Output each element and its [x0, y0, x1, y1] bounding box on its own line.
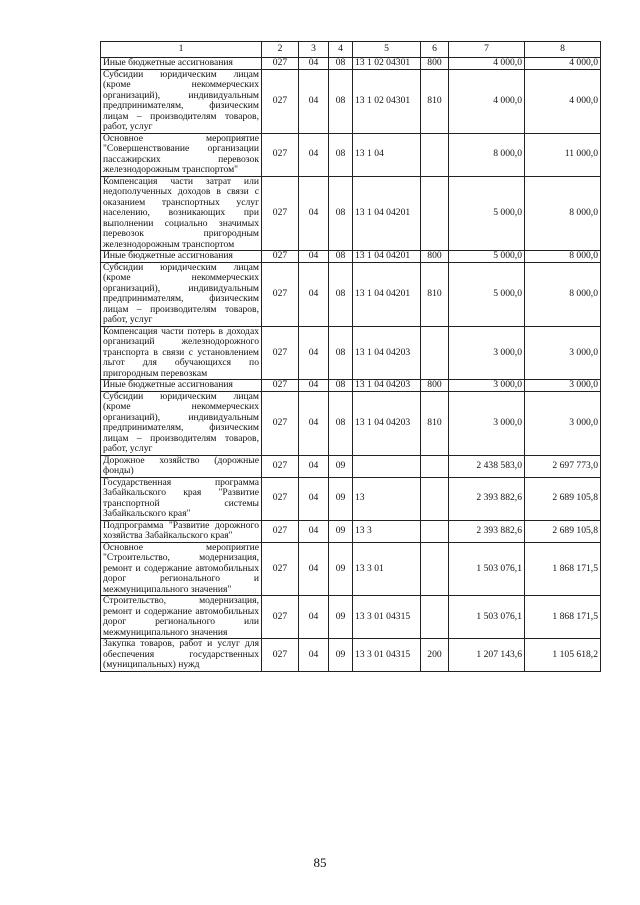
cell-amount-year1: 1 207 143,6 — [449, 639, 525, 672]
cell-target-article: 13 1 04 04203 — [353, 391, 421, 455]
cell-subsection: 09 — [329, 520, 353, 542]
cell-amount-year2: 3 000,0 — [525, 391, 601, 455]
cell-target-article: 13 1 04 04203 — [353, 326, 421, 380]
cell-name: Строительство, модернизация, ремонт и содержание автомобильных дорог регионального или межмуниципального значения — [101, 596, 262, 639]
cell-expense-type: 810 — [421, 391, 449, 455]
cell-subsection: 09 — [329, 477, 353, 520]
cell-target-article: 13 3 — [353, 520, 421, 542]
cell-target-article: 13 3 01 — [353, 542, 421, 596]
cell-name: Компенсация части потерь в доходах организаций железнодорожного транспорта в связи с установлением льгот для обучающихся по пригородным перевозкам — [101, 326, 262, 380]
column-header: 5 — [353, 42, 421, 58]
page-number: 85 — [313, 855, 327, 870]
cell-amount-year2: 1 868 171,5 — [525, 596, 601, 639]
cell-name: Субсидии юридическим лицам (кроме некоммерческих организаций), индивидуальным предпринимателям, физическим лицам – производителям товаров, работ, услуг — [101, 69, 262, 133]
cell-target-article: 13 1 04 04201 — [353, 251, 421, 263]
cell-name: Дорожное хозяйство (дорожные фонды) — [101, 455, 262, 477]
cell-amount-year2: 2 689 105,8 — [525, 520, 601, 542]
budget-table — [100, 41, 601, 672]
cell-target-article: 13 1 04 04203 — [353, 380, 421, 392]
table-body — [101, 58, 601, 672]
cell-name: Основное мероприятие "Строительство, модернизация, ремонт и содержание автомобильных дорог регионального и межмуниципального значения" — [101, 542, 262, 596]
cell-subsection: 08 — [329, 262, 353, 326]
cell-target-article: 13 1 02 04301 — [353, 69, 421, 133]
cell-subsection: 08 — [329, 391, 353, 455]
cell-section: 04 — [299, 455, 329, 477]
cell-amount-year2: 3 000,0 — [525, 326, 601, 380]
cell-amount-year1: 4 000,0 — [449, 69, 525, 133]
cell-amount-year1: 3 000,0 — [449, 380, 525, 392]
cell-target-article: 13 — [353, 477, 421, 520]
table-row — [101, 262, 601, 326]
cell-ministry: 027 — [262, 391, 299, 455]
cell-amount-year1: 2 438 583,0 — [449, 455, 525, 477]
cell-section: 04 — [299, 262, 329, 326]
cell-expense-type: 810 — [421, 262, 449, 326]
cell-ministry: 027 — [262, 69, 299, 133]
table-header-row — [101, 42, 601, 58]
table-row — [101, 58, 601, 70]
table-row — [101, 542, 601, 596]
cell-section: 04 — [299, 639, 329, 672]
cell-section: 04 — [299, 520, 329, 542]
cell-amount-year1: 8 000,0 — [449, 133, 525, 176]
cell-amount-year1: 4 000,0 — [449, 58, 525, 70]
cell-section: 04 — [299, 133, 329, 176]
cell-expense-type — [421, 477, 449, 520]
cell-section: 04 — [299, 477, 329, 520]
cell-target-article: 13 1 02 04301 — [353, 58, 421, 70]
cell-amount-year2: 1 105 618,2 — [525, 639, 601, 672]
cell-target-article: 13 3 01 04315 — [353, 596, 421, 639]
cell-amount-year1: 1 503 076,1 — [449, 596, 525, 639]
cell-amount-year2: 8 000,0 — [525, 262, 601, 326]
table-row — [101, 176, 601, 251]
cell-section: 04 — [299, 391, 329, 455]
cell-expense-type — [421, 596, 449, 639]
cell-subsection: 08 — [329, 326, 353, 380]
cell-section: 04 — [299, 58, 329, 70]
cell-amount-year2: 11 000,0 — [525, 133, 601, 176]
cell-subsection: 08 — [329, 133, 353, 176]
cell-ministry: 027 — [262, 596, 299, 639]
cell-name: Субсидии юридическим лицам (кроме некоммерческих организаций), индивидуальным предпринимателям, физическим лицам – производителям товаров, работ, услуг — [101, 391, 262, 455]
table-row — [101, 455, 601, 477]
cell-expense-type: 800 — [421, 58, 449, 70]
cell-name: Субсидии юридическим лицам (кроме некоммерческих организаций), индивидуальным предпринимателям, физическим лицам – производителям товаров, работ, услуг — [101, 262, 262, 326]
cell-expense-type: 810 — [421, 69, 449, 133]
cell-target-article — [353, 455, 421, 477]
cell-amount-year1: 3 000,0 — [449, 391, 525, 455]
cell-name: Иные бюджетные ассигнования — [101, 58, 262, 70]
cell-section: 04 — [299, 596, 329, 639]
column-header: 3 — [299, 42, 329, 58]
cell-name: Иные бюджетные ассигнования — [101, 251, 262, 263]
column-header: 4 — [329, 42, 353, 58]
cell-amount-year2: 8 000,0 — [525, 251, 601, 263]
cell-amount-year1: 1 503 076,1 — [449, 542, 525, 596]
cell-expense-type — [421, 133, 449, 176]
table-row — [101, 251, 601, 263]
cell-name: Основное мероприятие "Совершенствование организации пассажирских перевозок железнодорожным транспортом" — [101, 133, 262, 176]
cell-subsection: 08 — [329, 176, 353, 251]
column-header: 1 — [101, 42, 262, 58]
cell-ministry: 027 — [262, 251, 299, 263]
cell-amount-year2: 1 868 171,5 — [525, 542, 601, 596]
table-row — [101, 326, 601, 380]
cell-section: 04 — [299, 251, 329, 263]
table-row — [101, 520, 601, 542]
cell-subsection: 08 — [329, 69, 353, 133]
column-header: 8 — [525, 42, 601, 58]
cell-ministry: 027 — [262, 133, 299, 176]
cell-name: Государственная программа Забайкальского края "Развитие транспортной системы Забайкальского края" — [101, 477, 262, 520]
cell-name: Компенсация части затрат или недополученных доходов в связи с оказанием транспортных услуг населению, возникающих при выполнении социально значимых перевозок пригородным железнодорожным транспортом — [101, 176, 262, 251]
cell-amount-year2: 2 689 105,8 — [525, 477, 601, 520]
cell-amount-year1: 5 000,0 — [449, 251, 525, 263]
cell-section: 04 — [299, 326, 329, 380]
cell-ministry: 027 — [262, 542, 299, 596]
cell-subsection: 09 — [329, 596, 353, 639]
table-row — [101, 639, 601, 672]
cell-expense-type — [421, 326, 449, 380]
cell-amount-year1: 2 393 882,6 — [449, 477, 525, 520]
cell-amount-year2: 8 000,0 — [525, 176, 601, 251]
column-header: 7 — [449, 42, 525, 58]
cell-subsection: 09 — [329, 542, 353, 596]
cell-amount-year2: 4 000,0 — [525, 69, 601, 133]
cell-amount-year1: 2 393 882,6 — [449, 520, 525, 542]
table-row — [101, 391, 601, 455]
cell-expense-type: 800 — [421, 380, 449, 392]
cell-expense-type — [421, 176, 449, 251]
cell-expense-type — [421, 542, 449, 596]
cell-target-article: 13 1 04 — [353, 133, 421, 176]
cell-expense-type: 200 — [421, 639, 449, 672]
cell-section: 04 — [299, 176, 329, 251]
cell-amount-year2: 3 000,0 — [525, 380, 601, 392]
cell-amount-year2: 4 000,0 — [525, 58, 601, 70]
column-header: 6 — [421, 42, 449, 58]
cell-subsection: 08 — [329, 58, 353, 70]
cell-expense-type — [421, 455, 449, 477]
cell-amount-year2: 2 697 773,0 — [525, 455, 601, 477]
cell-subsection: 08 — [329, 251, 353, 263]
cell-expense-type: 800 — [421, 251, 449, 263]
table-row — [101, 596, 601, 639]
cell-ministry: 027 — [262, 176, 299, 251]
table-row — [101, 477, 601, 520]
cell-subsection: 08 — [329, 380, 353, 392]
cell-expense-type — [421, 520, 449, 542]
table-row — [101, 380, 601, 392]
cell-target-article: 13 1 04 04201 — [353, 176, 421, 251]
cell-section: 04 — [299, 380, 329, 392]
cell-target-article: 13 3 01 04315 — [353, 639, 421, 672]
cell-subsection: 09 — [329, 455, 353, 477]
cell-ministry: 027 — [262, 455, 299, 477]
cell-ministry: 027 — [262, 262, 299, 326]
cell-section: 04 — [299, 69, 329, 133]
cell-name: Закупка товаров, работ и услуг для обеспечения государственных (муниципальных) нужд — [101, 639, 262, 672]
cell-ministry: 027 — [262, 520, 299, 542]
cell-target-article: 13 1 04 04201 — [353, 262, 421, 326]
cell-ministry: 027 — [262, 380, 299, 392]
cell-ministry: 027 — [262, 326, 299, 380]
cell-name: Подпрограмма "Развитие дорожного хозяйства Забайкальского края" — [101, 520, 262, 542]
cell-amount-year1: 5 000,0 — [449, 262, 525, 326]
cell-amount-year1: 5 000,0 — [449, 176, 525, 251]
table-row — [101, 133, 601, 176]
cell-ministry: 027 — [262, 639, 299, 672]
cell-section: 04 — [299, 542, 329, 596]
cell-amount-year1: 3 000,0 — [449, 326, 525, 380]
cell-name: Иные бюджетные ассигнования — [101, 380, 262, 392]
cell-ministry: 027 — [262, 477, 299, 520]
table-row — [101, 69, 601, 133]
cell-ministry: 027 — [262, 58, 299, 70]
cell-subsection: 09 — [329, 639, 353, 672]
column-header: 2 — [262, 42, 299, 58]
